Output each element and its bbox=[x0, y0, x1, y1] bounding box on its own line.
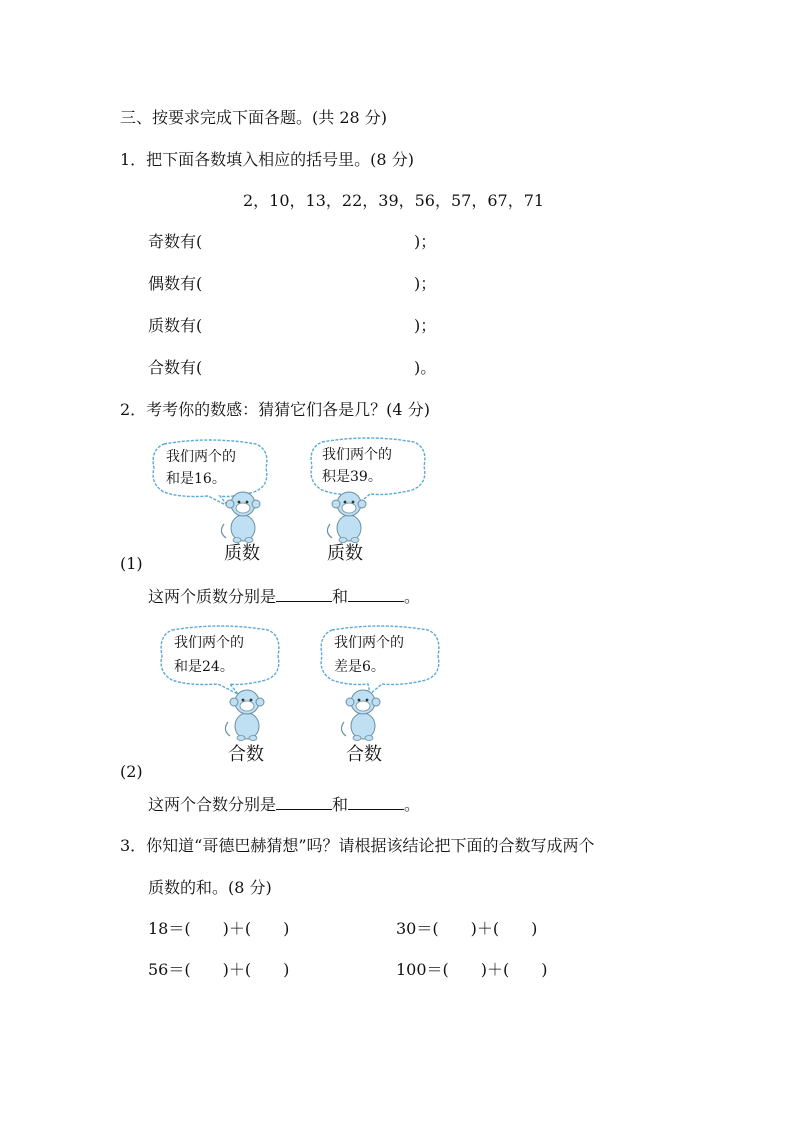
answer-prefix: 这两个质数分别是 bbox=[148, 587, 277, 606]
bubble-left-2-line2: 和是24。 bbox=[174, 659, 234, 675]
answer-blank-b[interactable] bbox=[348, 794, 404, 810]
row-close: )。 bbox=[414, 358, 437, 377]
bubble-left-2-line1: 我们两个的 bbox=[174, 635, 244, 651]
equation-18: 18＝( )＋( ) bbox=[148, 919, 290, 938]
answer-line-1 bbox=[148, 586, 420, 607]
answer-blank-b[interactable] bbox=[348, 586, 404, 602]
equation-56: 56＝( )＋( ) bbox=[148, 960, 290, 979]
q1-title: 1．把下面各数填入相应的括号里。(8 分) bbox=[120, 150, 414, 169]
q3-title-line2: 质数的和。(8 分) bbox=[148, 878, 272, 897]
row-label: 质数有( bbox=[148, 316, 203, 335]
row-close: )； bbox=[414, 232, 437, 251]
row-label: 奇数有( bbox=[148, 232, 203, 251]
answer-blank-a[interactable] bbox=[276, 586, 332, 602]
answer-end: 。 bbox=[404, 795, 421, 814]
row-label: 合数有( bbox=[148, 358, 203, 377]
q2-title: 2．考考你的数感：猜猜它们各是几？(4 分) bbox=[120, 400, 430, 419]
answer-prefix: 这两个合数分别是 bbox=[148, 795, 277, 814]
equation-30: 30＝( )＋( ) bbox=[396, 919, 538, 938]
label-right-2: 合数 bbox=[346, 744, 382, 765]
row-label: 偶数有( bbox=[148, 274, 203, 293]
part-marker-2: (2) bbox=[120, 762, 143, 781]
section-title: 三、按要求完成下面各题。(共 28 分) bbox=[120, 108, 388, 127]
bubble-right-2-line1: 我们两个的 bbox=[334, 635, 404, 651]
q1-number-list: 2，10，13，22，39，56，57，67，71 bbox=[243, 191, 545, 210]
bubble-right-1-line2: 积是39。 bbox=[322, 469, 382, 485]
label-left-1: 质数 bbox=[224, 543, 260, 564]
row-close: )； bbox=[414, 316, 437, 335]
bubble-right-1-line1: 我们两个的 bbox=[322, 447, 392, 463]
label-left-2: 合数 bbox=[228, 744, 264, 765]
answer-blank-a[interactable] bbox=[276, 794, 332, 810]
monkey-icon bbox=[218, 488, 268, 544]
row-close: )； bbox=[414, 274, 437, 293]
monkey-icon bbox=[324, 488, 374, 544]
monkey-icon bbox=[338, 686, 388, 742]
answer-mid: 和 bbox=[332, 587, 349, 606]
part-marker-1: (1) bbox=[120, 554, 143, 573]
label-right-1: 质数 bbox=[327, 543, 363, 564]
answer-mid: 和 bbox=[332, 795, 349, 814]
equation-100: 100＝( )＋( ) bbox=[396, 960, 548, 979]
bubble-right-2-line2: 差是6。 bbox=[334, 659, 385, 675]
q3-title-line1: 3．你知道“哥德巴赫猜想”吗？请根据该结论把下面的合数写成两个 bbox=[120, 836, 595, 855]
bubble-left-1-line2: 和是16。 bbox=[166, 471, 226, 487]
monkey-icon bbox=[222, 686, 272, 742]
answer-line-2 bbox=[148, 794, 420, 815]
bubble-left-1-line1: 我们两个的 bbox=[166, 449, 236, 465]
answer-end: 。 bbox=[404, 587, 421, 606]
